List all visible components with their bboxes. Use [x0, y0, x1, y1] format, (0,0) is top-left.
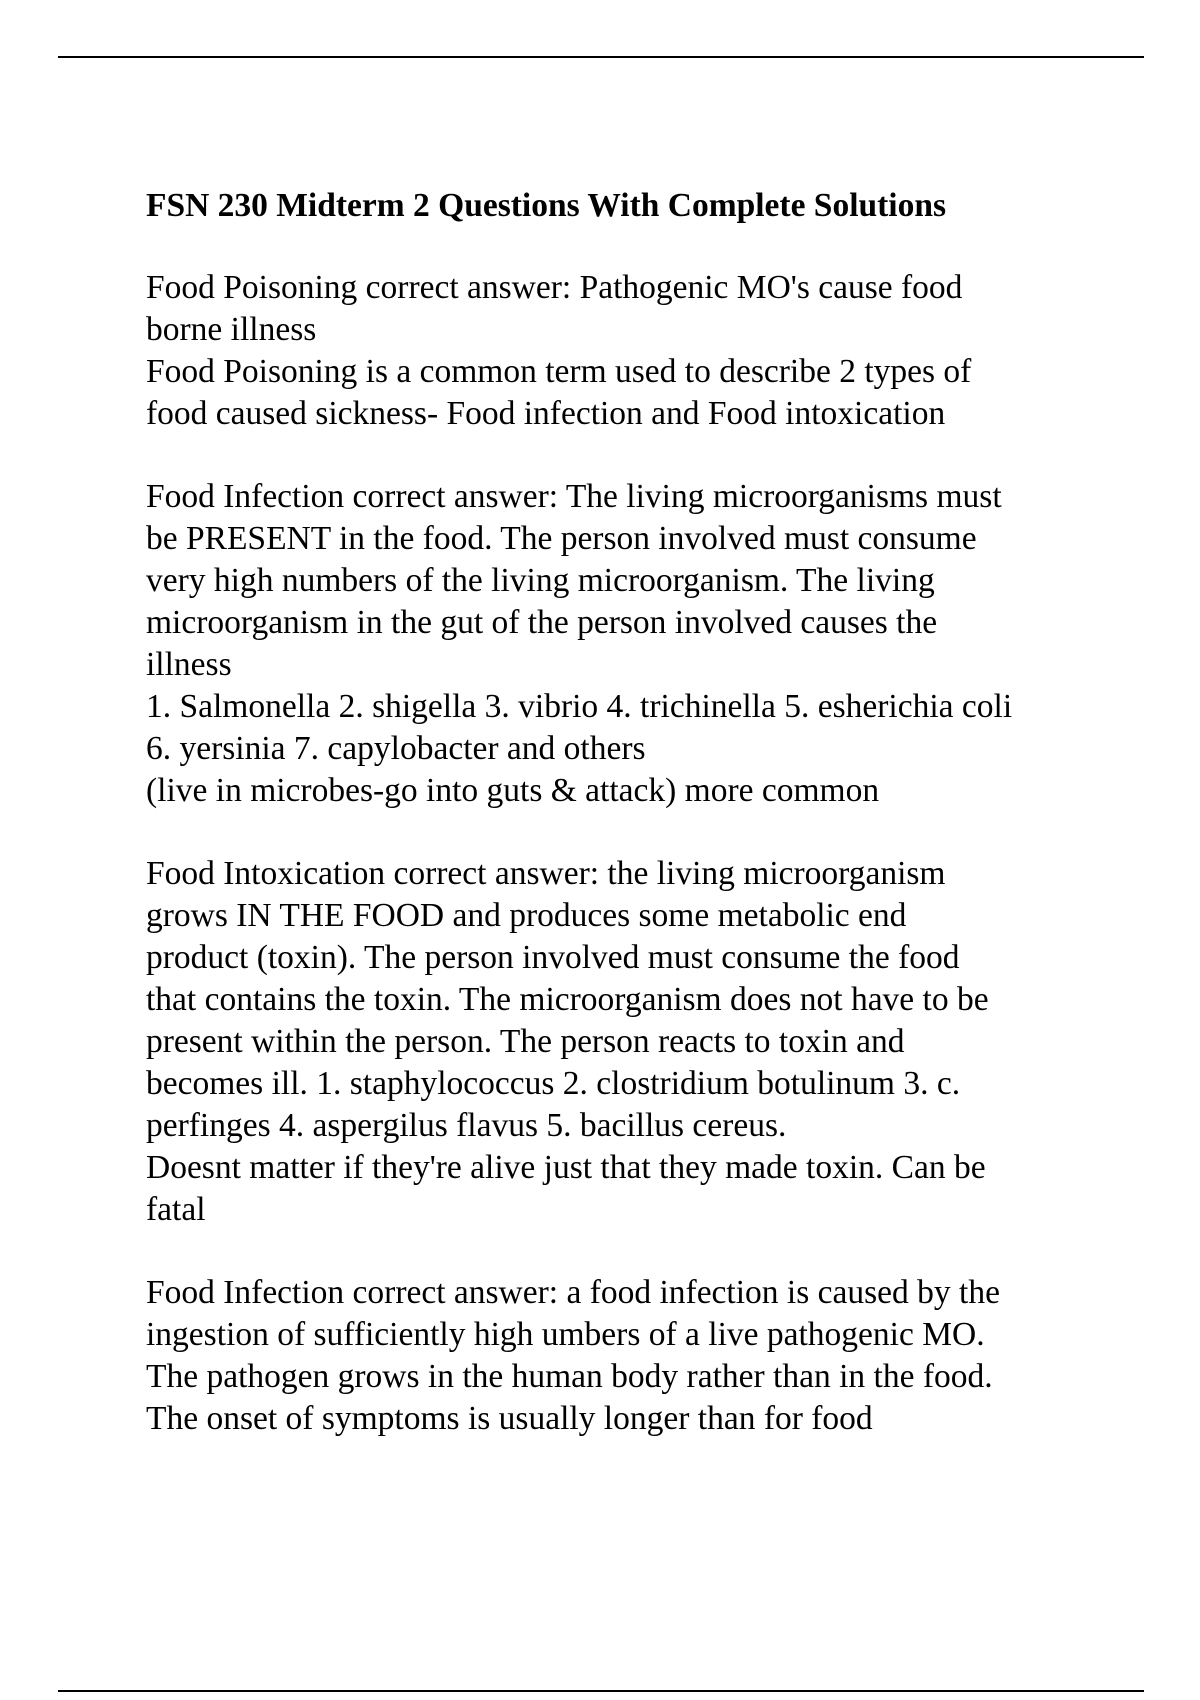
text-line: borne illness [146, 311, 317, 348]
text-line: Food Infection correct answer: a food infection is caused by the [146, 1274, 1000, 1311]
text-line: fatal [146, 1191, 206, 1228]
text-line: product (toxin). The person involved must consume the food [146, 939, 960, 976]
text-line: 1. Salmonella 2. shigella 3. vibrio 4. trichinella 5. esherichia coli [146, 688, 1013, 725]
top-rule [58, 56, 1144, 58]
qa-entry-food-poisoning [146, 267, 1086, 435]
text-line: Food Infection correct answer: The living microorganisms must [146, 478, 1002, 515]
text-line: grows IN THE FOOD and produces some metabolic end [146, 897, 907, 934]
text-line: Food Intoxication correct answer: the living microorganism [146, 855, 946, 892]
text-line: perfinges 4. aspergilus flavus 5. bacillus cereus. [146, 1107, 787, 1144]
text-line: Doesnt matter if they're alive just that they made toxin. Can be [146, 1149, 986, 1186]
text-line: The onset of symptoms is usually longer than for food [146, 1400, 873, 1437]
document-title: FSN 230 Midterm 2 Questions With Complete Solutions [146, 187, 947, 224]
text-line: present within the person. The person reacts to toxin and [146, 1023, 905, 1060]
text-line: be PRESENT in the food. The person involved must consume [146, 520, 977, 557]
text-line: food caused sickness- Food infection and Food intoxication [146, 395, 946, 432]
text-line: microorganism in the gut of the person involved causes the [146, 604, 938, 641]
document-body [146, 185, 1086, 1481]
text-line: (live in microbes-go into guts & attack) more common [146, 772, 880, 809]
bottom-rule [58, 1690, 1144, 1692]
text-line: very high numbers of the living microorganism. The living [146, 562, 935, 599]
text-line: Food Poisoning is a common term used to describe 2 types of [146, 353, 972, 390]
text-line: Food Poisoning correct answer: Pathogenic MO's cause food [146, 269, 963, 306]
qa-entry-food-infection-2 [146, 1272, 1086, 1440]
qa-entry-food-intoxication [146, 853, 1086, 1231]
text-line: 6. yersinia 7. capylobacter and others [146, 730, 646, 767]
text-line: The pathogen grows in the human body rather than in the food. [146, 1358, 993, 1395]
text-line: that contains the toxin. The microorganism does not have to be [146, 981, 989, 1018]
qa-entry-food-infection [146, 476, 1086, 812]
text-line: ingestion of sufficiently high umbers of a live pathogenic MO. [146, 1316, 985, 1353]
text-line: becomes ill. 1. staphylococcus 2. clostridium botulinum 3. c. [146, 1065, 961, 1102]
text-line: illness [146, 646, 232, 683]
